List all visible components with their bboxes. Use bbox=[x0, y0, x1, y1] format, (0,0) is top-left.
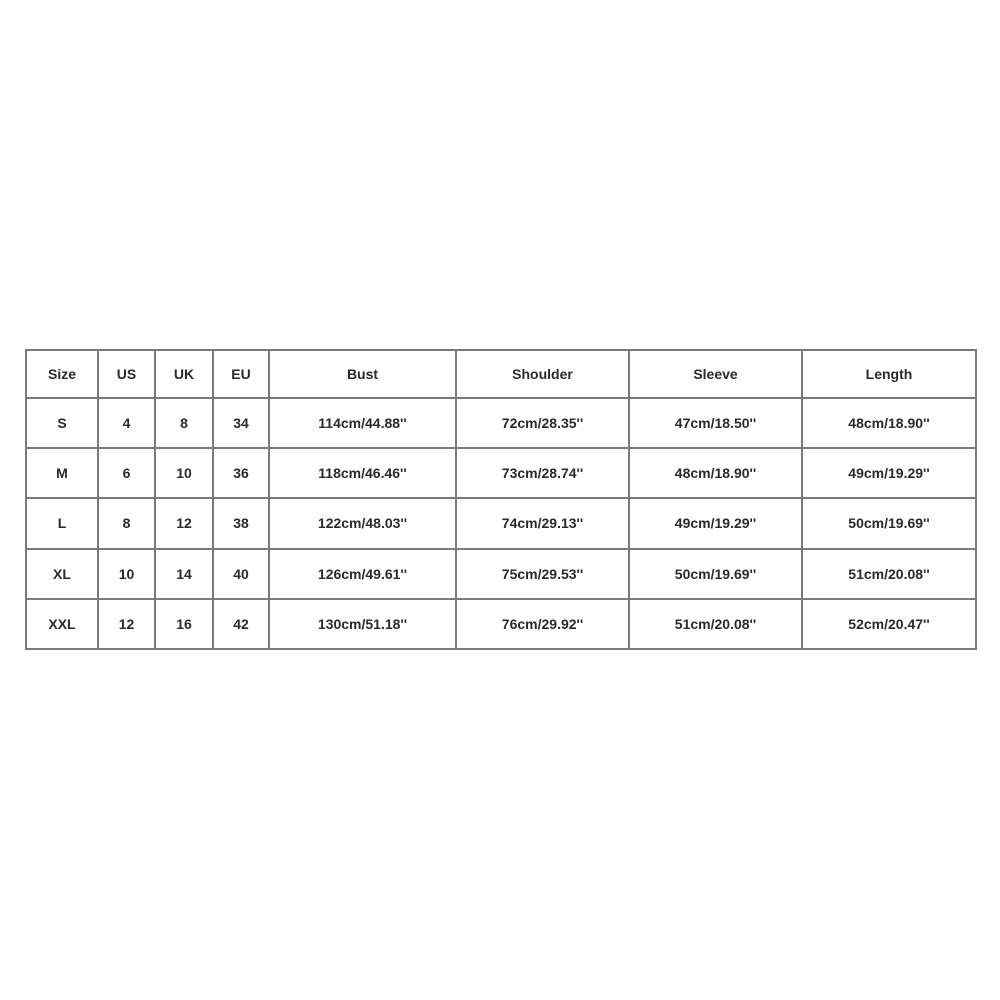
cell-bust: 118cm/46.46'' bbox=[269, 448, 456, 498]
table-row bbox=[26, 549, 976, 599]
cell-us: 8 bbox=[98, 498, 155, 548]
cell-length: 49cm/19.29'' bbox=[802, 448, 976, 498]
size-chart-table bbox=[25, 349, 977, 650]
cell-us: 4 bbox=[98, 398, 155, 448]
cell-length: 51cm/20.08'' bbox=[802, 549, 976, 599]
header-us: US bbox=[98, 350, 155, 398]
cell-size: M bbox=[26, 448, 98, 498]
cell-size: L bbox=[26, 498, 98, 548]
header-uk: UK bbox=[155, 350, 213, 398]
cell-sleeve: 51cm/20.08'' bbox=[629, 599, 802, 649]
cell-sleeve: 50cm/19.69'' bbox=[629, 549, 802, 599]
cell-uk: 10 bbox=[155, 448, 213, 498]
cell-us: 12 bbox=[98, 599, 155, 649]
header-bust: Bust bbox=[269, 350, 456, 398]
cell-bust: 130cm/51.18'' bbox=[269, 599, 456, 649]
header-row bbox=[26, 350, 976, 398]
cell-sleeve: 49cm/19.29'' bbox=[629, 498, 802, 548]
cell-length: 50cm/19.69'' bbox=[802, 498, 976, 548]
header-sleeve: Sleeve bbox=[629, 350, 802, 398]
cell-us: 10 bbox=[98, 549, 155, 599]
cell-eu: 36 bbox=[213, 448, 269, 498]
cell-shoulder: 73cm/28.74'' bbox=[456, 448, 629, 498]
cell-sleeve: 47cm/18.50'' bbox=[629, 398, 802, 448]
table-row bbox=[26, 448, 976, 498]
cell-length: 52cm/20.47'' bbox=[802, 599, 976, 649]
cell-length: 48cm/18.90'' bbox=[802, 398, 976, 448]
cell-sleeve: 48cm/18.90'' bbox=[629, 448, 802, 498]
cell-shoulder: 72cm/28.35'' bbox=[456, 398, 629, 448]
cell-bust: 114cm/44.88'' bbox=[269, 398, 456, 448]
cell-size: XL bbox=[26, 549, 98, 599]
cell-size: XXL bbox=[26, 599, 98, 649]
cell-bust: 126cm/49.61'' bbox=[269, 549, 456, 599]
cell-us: 6 bbox=[98, 448, 155, 498]
table-row bbox=[26, 599, 976, 649]
cell-uk: 12 bbox=[155, 498, 213, 548]
cell-eu: 38 bbox=[213, 498, 269, 548]
table-row bbox=[26, 398, 976, 448]
header-shoulder: Shoulder bbox=[456, 350, 629, 398]
cell-uk: 8 bbox=[155, 398, 213, 448]
cell-uk: 16 bbox=[155, 599, 213, 649]
header-length: Length bbox=[802, 350, 976, 398]
cell-shoulder: 74cm/29.13'' bbox=[456, 498, 629, 548]
cell-uk: 14 bbox=[155, 549, 213, 599]
table-row bbox=[26, 498, 976, 548]
cell-eu: 34 bbox=[213, 398, 269, 448]
cell-shoulder: 76cm/29.92'' bbox=[456, 599, 629, 649]
cell-eu: 42 bbox=[213, 599, 269, 649]
cell-bust: 122cm/48.03'' bbox=[269, 498, 456, 548]
cell-shoulder: 75cm/29.53'' bbox=[456, 549, 629, 599]
header-size: Size bbox=[26, 350, 98, 398]
cell-eu: 40 bbox=[213, 549, 269, 599]
cell-size: S bbox=[26, 398, 98, 448]
header-eu: EU bbox=[213, 350, 269, 398]
